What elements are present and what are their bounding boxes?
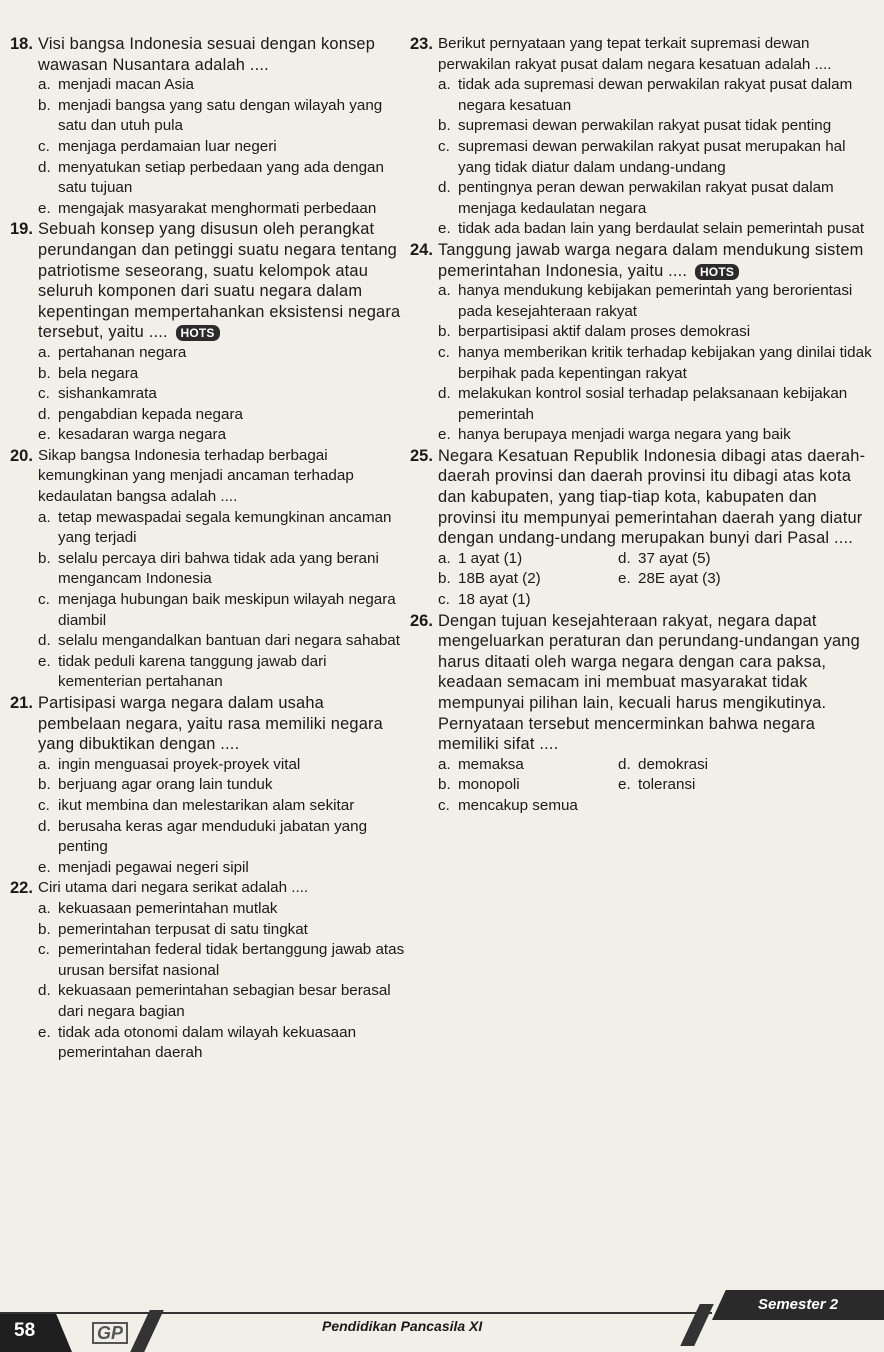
question-number: 25. — [410, 446, 433, 465]
option-e[interactable]: e. hanya berupaya menjadi warga negara yang baik — [438, 426, 791, 444]
option-d[interactable]: d. menyatukan setiap perbedaan yang ada dengan satu tujuan — [38, 158, 384, 197]
option-b[interactable]: b. berpartisipasi aktif dalam proses demokrasi — [438, 323, 751, 341]
question-22 — [10, 878, 406, 1063]
question-24 — [410, 240, 878, 446]
question-stem: Negara Kesatuan Republik Indonesia dibagi atas daerah-daerah provinsi dan daerah provinsi itu dibagi atas kota dan kabupaten, yang tiap-tiap kota, kabupaten dan provinsi itu mempunyai pemerintahan daerah yang diatur dengan undang-undang merupakan bunyi dari Pasal .... — [438, 446, 866, 548]
question-25 — [410, 446, 878, 611]
left-column — [10, 34, 406, 1064]
option-a[interactable]: a. memaksa — [438, 755, 524, 773]
option-b[interactable]: b. pemerintahan terpusat di satu tingkat — [38, 920, 308, 938]
option-c[interactable]: c. menjaga perdamaian luar negeri — [38, 137, 277, 155]
option-a[interactable]: a. pertahanan negara — [38, 343, 187, 361]
option-b[interactable]: b. berjuang agar orang lain tunduk — [38, 776, 273, 794]
semester-label: Semester 2 — [758, 1296, 839, 1313]
option-d[interactable]: d. kekuasaan pemerintahan sebagian besar berasal dari negara bagian — [38, 982, 391, 1020]
option-c[interactable]: c. 18 ayat (1) — [438, 591, 531, 609]
option-b[interactable]: b. menjadi bangsa yang satu dengan wilayah yang satu dan utuh pula — [38, 96, 383, 135]
option-d[interactable]: d. melakukan kontrol sosial terhadap pelaksanaan kebijakan pemerintah — [438, 385, 848, 423]
option-a[interactable]: a. kekuasaan pemerintahan mutlak — [38, 899, 278, 917]
question-number: 24. — [410, 240, 433, 259]
option-b[interactable]: b. bela negara — [38, 364, 139, 382]
options-grid — [410, 755, 878, 817]
hots-badge: HOTS — [695, 264, 739, 280]
option-d[interactable]: d. 37 ayat (5) — [618, 549, 711, 567]
option-b[interactable]: b. 18B ayat (2) — [438, 570, 541, 588]
option-e[interactable]: e. mengajak masyarakat menghormati perbedaan — [38, 199, 377, 217]
question-number: 20. — [10, 446, 33, 465]
question-19 — [10, 219, 406, 446]
option-c[interactable]: c. pemerintahan federal tidak bertanggung jawab atas urusan bersifat nasional — [38, 941, 405, 979]
question-number: 19. — [10, 220, 33, 239]
question-stem: Berikut pernyataan yang tepat terkait supremasi dewan perwakilan rakyat pusat dalam negara kesatuan adalah .... — [438, 35, 832, 73]
option-c[interactable]: c. mencakup semua — [438, 796, 578, 814]
page-number: 58 — [14, 1320, 36, 1341]
question-number: 23. — [410, 35, 433, 53]
option-c[interactable]: c. menjaga hubungan baik meskipun wilayah negara diambil — [38, 591, 396, 629]
option-e[interactable]: e. tidak ada badan lain yang berdaulat selain pemerintah pusat — [438, 220, 865, 238]
option-a[interactable]: a. ingin menguasai proyek-proyek vital — [38, 755, 301, 773]
question-number: 18. — [10, 35, 33, 53]
question-stem: Sikap bangsa Indonesia terhadap berbagai kemungkinan yang menjadi ancaman terhadap kedaulatan bangsa adalah .... — [38, 446, 354, 506]
option-e[interactable]: e. toleransi — [618, 776, 696, 794]
option-e[interactable]: e. tidak peduli karena tanggung jawab dari kementerian pertahanan — [38, 652, 327, 691]
option-e[interactable]: e. kesadaran warga negara — [38, 426, 227, 444]
option-b[interactable]: b. monopoli — [438, 776, 520, 794]
question-stem: Dengan tujuan kesejahteraan rakyat, negara dapat mengeluarkan peraturan dan perundang-undangan yang harus ditaati oleh warga negara dengan cara paksa, keadaan semacam ini membuat masyarakat tidak mempunyai pilihan lain, kecuali harus mengikutinya. Pernyataan tersebut mencerminkan bahwa negara memiliki sifat .... — [438, 611, 860, 754]
question-number: 26. — [410, 611, 433, 630]
question-stem: Sebuah konsep yang disusun oleh perangkat perundangan dan petinggi suatu negara tentang patriotisme seseorang, suatu kelompok atau seluruh komponen dari suatu negara dalam kepentingan mempertahankan eksistensi negara tersebut, yaitu .... — [38, 220, 401, 342]
option-e[interactable]: e. tidak ada otonomi dalam wilayah kekuasaan pemerintahan daerah — [38, 1023, 357, 1062]
option-a[interactable]: a. menjadi macan Asia — [38, 76, 194, 94]
option-c[interactable]: c. hanya memberikan kritik terhadap kebijakan yang dinilai tidak berpihak pada kepentingan rakyat — [438, 343, 872, 382]
option-a[interactable]: a. 1 ayat (1) — [438, 549, 523, 567]
options-grid — [410, 549, 878, 611]
option-d[interactable]: d. selalu mengandalkan bantuan dari negara sahabat — [38, 632, 400, 650]
option-a[interactable]: a. tidak ada supremasi dewan perwakilan rakyat pusat dalam negara kesatuan — [438, 76, 853, 114]
option-d[interactable]: d. berusaha keras agar menduduki jabatan yang penting — [38, 817, 368, 856]
question-stem: Tanggung jawab warga negara dalam mendukung sistem pemerintahan Indonesia, yaitu .... — [438, 240, 864, 280]
option-a[interactable]: a. hanya mendukung kebijakan pemerintah yang berorientasi pada kesejahteraan rakyat — [438, 282, 853, 320]
question-stem: Partisipasi warga negara dalam usaha pembelaan negara, yaitu rasa memiliki negara yang dibuktikan dengan .... — [38, 694, 383, 754]
question-21 — [10, 693, 406, 878]
subject-title: Pendidikan Pancasila XI — [322, 1318, 483, 1334]
question-stem: Visi bangsa Indonesia sesuai dengan konsep wawasan Nusantara adalah .... — [38, 35, 376, 74]
question-26 — [410, 611, 878, 817]
decorative-slash-icon — [680, 1304, 714, 1346]
decorative-slash-icon — [130, 1310, 164, 1352]
option-b[interactable]: b. supremasi dewan perwakilan rakyat pusat tidak penting — [438, 117, 832, 135]
option-c[interactable]: c. ikut membina dan melestarikan alam sekitar — [38, 796, 355, 814]
option-c[interactable]: c. supremasi dewan perwakilan rakyat pusat merupakan hal yang tidak diatur dalam undang-undang — [438, 137, 846, 176]
question-18 — [10, 34, 406, 219]
option-d[interactable]: d. demokrasi — [618, 755, 709, 773]
option-e[interactable]: e. 28E ayat (3) — [618, 570, 721, 588]
option-b[interactable]: b. selalu percaya diri bahwa tidak ada yang berani mengancam Indonesia — [38, 549, 379, 588]
hots-badge: HOTS — [176, 325, 220, 341]
option-a[interactable]: a. tetap mewaspadai segala kemungkinan ancaman yang terjadi — [38, 508, 392, 547]
question-23 — [410, 34, 878, 240]
page-number-tab — [0, 1314, 72, 1352]
footer-rule — [0, 1312, 712, 1314]
option-c[interactable]: c. sishankamrata — [38, 385, 157, 403]
question-stem: Ciri utama dari negara serikat adalah .... — [38, 879, 309, 897]
option-d[interactable]: d. pentingnya peran dewan perwakilan rakyat pusat dalam menjaga kedaulatan negara — [438, 179, 834, 217]
option-d[interactable]: d. pengabdian kepada negara — [38, 405, 243, 423]
question-number: 22. — [10, 879, 33, 898]
publisher-logo-icon: GP — [92, 1322, 128, 1344]
question-number: 21. — [10, 694, 33, 712]
option-e[interactable]: e. menjadi pegawai negeri sipil — [38, 858, 249, 876]
right-column — [410, 34, 878, 817]
page-footer — [0, 1290, 884, 1352]
question-20 — [10, 446, 406, 693]
